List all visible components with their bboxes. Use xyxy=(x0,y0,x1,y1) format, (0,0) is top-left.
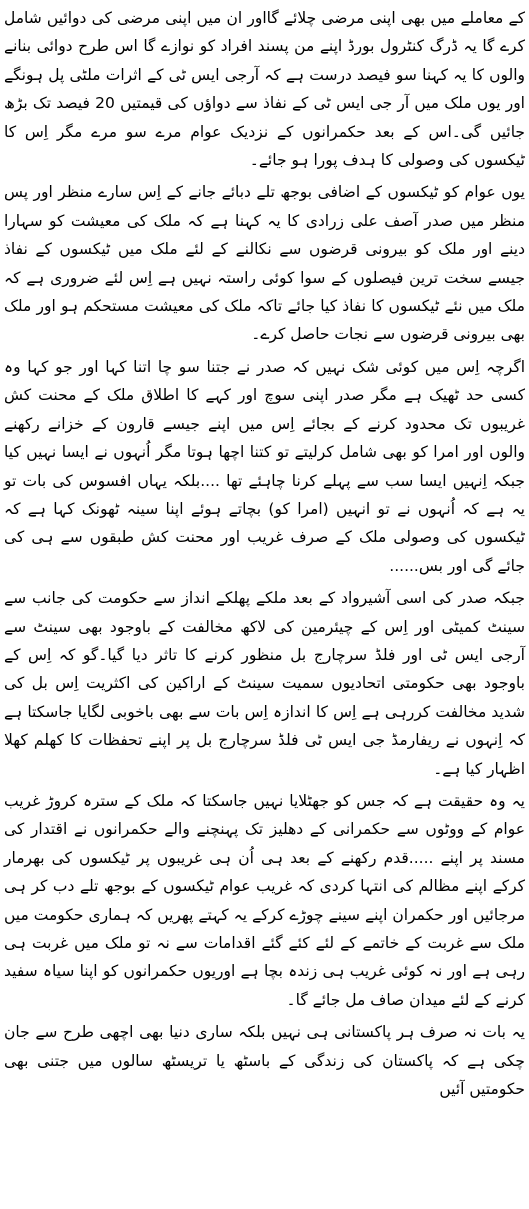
article-paragraph-4: جبکہ صدر کی اسی آشیرواد کے بعد ملکے پھلکے انداز سے حکومت کی جانب سے سینٹ کمیٹی اور اِس کے چیئرمین کی لاکھ مخالفت کے باوجود بھی سینٹ سے آرجی ایس ٹی اور فلڈ سرچارج بل منظور کرنے کا تاثر دیا گیا۔گو کہ اِس کے باوجود بھی حکومتی اتحادیوں سمیت سینٹ کے اراکین کی اکثریت اِس بل کی شدید مخالفت کررہی ہے اِس کا اندازہ اِس بات سے بھی باخوبی لگایا جاسکتا ہے کہ اِنہوں نے ریفارمڈ جی ایس ٹی فلڈ سرچارج بل پر اپنے تحفظات کا کھلم کھلا اظہار کیا ہے۔ xyxy=(4,589,525,778)
article-paragraph-6: یہ بات نہ صرف ہر پاکستانی ہی نہیں بلکہ ساری دنیا بھی اچھی طرح سے جان چکی ہے کہ پاکستان کی زندگی کے باسٹھ یا تریسٹھ سالوں میں جتنی بھی حکومتیں آئیں xyxy=(4,1023,525,1099)
article-paragraph-5: یہ وہ حقیقت ہے کہ جس کو جھٹلایا نہیں جاسکتا کہ ملک کے سترہ کروڑ غریب عوام کے ووٹوں سے حکمرانی کے دھلیز تک پہنچنے والے حکمرانوں نے اقتدار کی مسند پر اپنے .....قدم رکھنے کے بعد ہی اُن ہی غریبوں پر ٹیکسوں کی بھرمار کرکے اپنے مظالم کی انتہا کردی کہ غریب عوام ٹیکسوں کے بوجھ تلے دب کر ہی مرجائیں اور حکمران اپنے سینے چوڑے کرکے یہ کہتے پھریں کہ ہماری حکومت میں ملک سے غربت کے خاتمے کے لئے کئے گئے اقدامات سے نہ تو ملک میں غربت ہی رہی ہے اور نہ کوئی غریب ہی زندہ بچا ہے اوریوں حکمرانوں کو اپنا سیاہ سفید کرنے کے لئے میدان صاف مل جائے گا۔ xyxy=(4,791,525,1009)
article-paragraph-2: یوں عوام کو ٹیکسوں کے اضافی بوجھ تلے دبائے جانے کے اِس سارے منظر اور پس منظر میں صدر آصف علی زرادی کا یہ کہنا ہے کہ ملک کی معیشت کو سہارا دینے اور ملک کو بیرونی قرضوں سے نکالنے کے لئے ملک میں ٹیکسوں کے نفاذ جیسے سخت ترین فیصلوں کے سوا کوئی راستہ نہیں ہے اِس لئے ضروری ہے کہ ملک میں نئے ٹیکسوں کا نفاذ کیا جائے تاکہ ملک کی معیشت مستحکم ہو اور ملک بھی بیرونی قرضوں سے نجات حاصل کرے۔ xyxy=(4,183,525,344)
article-paragraph-1: کے معاملے میں بھی اپنی مرضی چلائے گااور ان میں اپنی مرضی کی دوائیں شامل کرے گا یہ ڈرگ کنٹرول بورڈ اپنے من پسند افراد کو نوازے گا اس طرح دوائی بنانے والوں کا یہ کہنا سو فیصد درست ہے کہ آرجی ایس ٹی کے اثرات ملٹی پل ہونگے اور یوں ملک میں آر جی ایس ٹی کے نفاذ سے دواؤں کی قیمتیں 20 فیصد تک بڑھ جائیں گی۔اس کے بعد حکمرانوں کے نزدیک عوام مرے سو مرے مگر اِس کا ٹیکسوں کی وصولی کا ہدف پورا ہو جائے۔ xyxy=(4,9,525,170)
article-paragraph-3: اگرچہ اِس میں کوئی شک نہیں کہ صدر نے جتنا سو چا اتنا کہا اور جو کہا وہ کسی حد ٹھیک ہے مگر صدر اپنی سوچ اور کہے کا اطلاق ملک کے محنت کش غریبوں تک محدود کرنے کے بجائے اِس میں اپنے جیسے قارون کے خزانے رکھنے والوں اور امرا کو بھی شامل کرلیتے تو کتنا اچھا ہوتا مگر اُنہوں نے ایسا نہیں کیا جبکہ اِنہیں ایسا سب سے پہلے کرنا چاہئے تھا ....بلکہ یہاں افسوس کی بات تو یہ ہے کہ اُنہوں نے تو انہیں (امرا کو) بچاتے ہوئے اپنا سینہ ٹھونک کہا ہے کہ ٹیکسوں کی وصولی ملک کے صرف غریب اور محنت کش طبقوں سے ہی کی جائے گی اور بس...... xyxy=(4,357,525,575)
